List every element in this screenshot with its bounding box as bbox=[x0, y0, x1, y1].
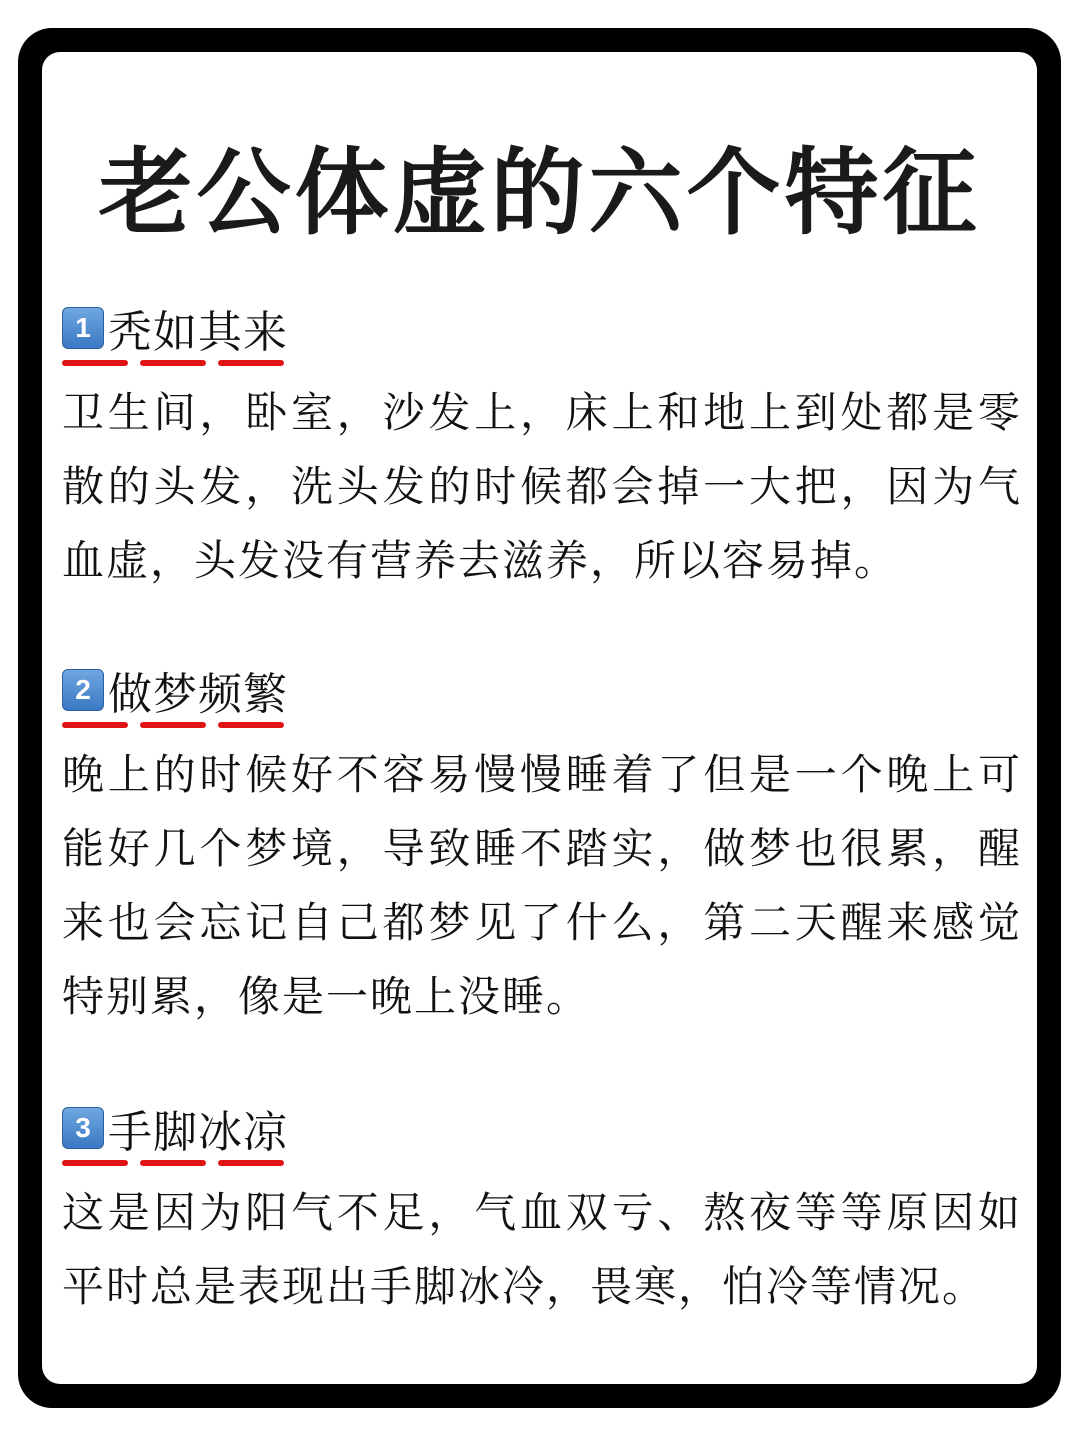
underline-mark bbox=[218, 722, 284, 728]
underline-mark bbox=[62, 360, 128, 366]
page-title: 老公体虚的六个特征 bbox=[98, 139, 981, 248]
underline-mark bbox=[140, 722, 206, 728]
section-body: 晚上的时候好不容易慢慢睡着了但是一个晚上可能好几个梦境，导致睡不踏实，做梦也很累，醒来也会忘记自己都梦见了什么，第二天醒来感觉特别累，像是一晚上没睡。 bbox=[62, 750, 1022, 1021]
section-heading bbox=[62, 660, 1022, 720]
underline-mark bbox=[140, 360, 206, 366]
section-body: 卫生间，卧室，沙发上，床上和地上到处都是零散的头发，洗头发的时候都会掉一大把，因为气血虚，头发没有营养去滋养，所以容易掉。 bbox=[62, 388, 1022, 585]
underline-mark bbox=[62, 722, 128, 728]
section-body: 这是因为阳气不足，气血双亏、熬夜等等原因如平时总是表现出手脚冰冷，畏寒，怕冷等情况。 bbox=[62, 1188, 1022, 1311]
content-card bbox=[42, 52, 1037, 1384]
heading-underline bbox=[62, 360, 1022, 368]
number-3-icon: 3 bbox=[62, 1107, 104, 1149]
section-heading-text: 手脚冰凉 bbox=[108, 1107, 288, 1158]
section-heading bbox=[62, 1098, 1022, 1158]
underline-mark bbox=[62, 1160, 128, 1166]
section-heading-text: 做梦频繁 bbox=[108, 669, 288, 720]
section-2 bbox=[62, 660, 1022, 1034]
underline-mark bbox=[140, 1160, 206, 1166]
section-heading-text: 秃如其来 bbox=[108, 307, 288, 358]
section-3 bbox=[62, 1098, 1022, 1324]
underline-mark bbox=[218, 1160, 284, 1166]
underline-mark bbox=[218, 360, 284, 366]
number-2-icon: 2 bbox=[62, 669, 104, 711]
black-frame bbox=[18, 28, 1061, 1408]
section-1 bbox=[62, 298, 1022, 598]
heading-underline bbox=[62, 1160, 1022, 1168]
number-1-icon: 1 bbox=[62, 307, 104, 349]
heading-underline bbox=[62, 722, 1022, 730]
section-heading bbox=[62, 298, 1022, 358]
